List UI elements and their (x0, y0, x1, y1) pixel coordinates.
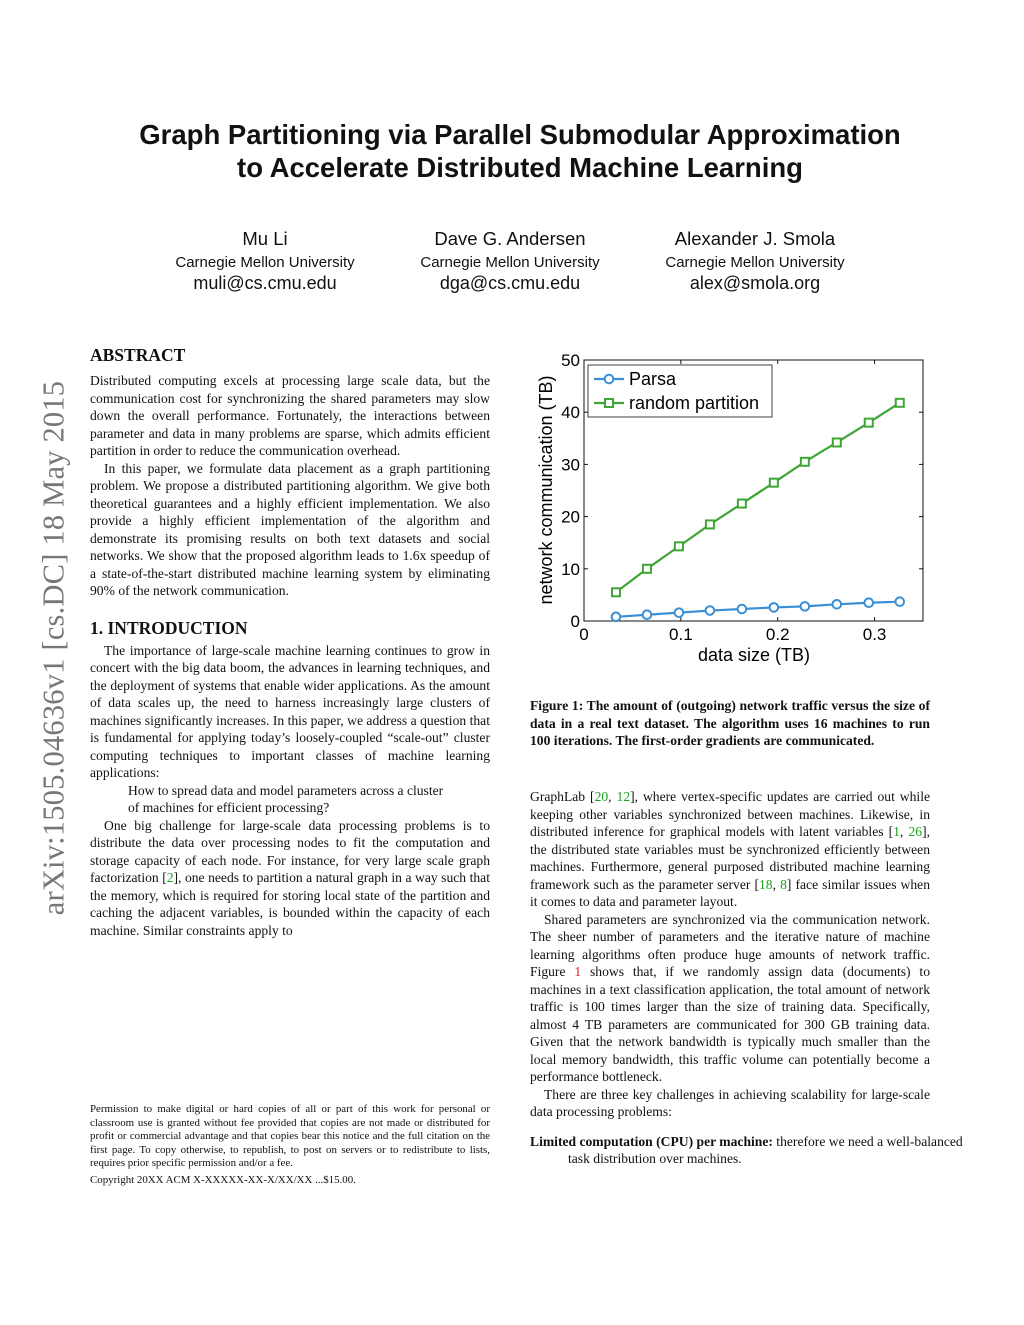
citation-link[interactable]: 2 (166, 870, 174, 885)
abstract-paragraph-1: Distributed computing excels at processing large scale data, but the communication cost for synchronizing the shared parameters may slow down the overall performance. Fortunately, the interactions between parameter and data in many problems are sparse, which admits efficient partition in order to reduce the communication overhead. (90, 373, 490, 458)
data-point (612, 613, 621, 622)
figure-1-caption: Figure 1: The amount of (outgoing) network traffic versus the size of data in a real text dataset. The algorithm uses 16 machines to run 100 iterations. The first-order gradients are communicated. (530, 698, 930, 748)
data-point (833, 438, 841, 446)
chart-y-axis-label: network communication (TB) (536, 375, 556, 605)
author-affiliation: Carnegie Mellon University (420, 254, 600, 271)
text-run: ], the distributed state variables must be synchronized efficiently between machines. Furthermore, general purposed distributed machine learning framework such as the parameter server [ (530, 824, 930, 892)
challenge-label: Limited computation (CPU) per machine: (530, 1133, 773, 1149)
abstract-heading: ABSTRACT (90, 345, 186, 365)
permission-notice (90, 1103, 490, 1188)
citation-link[interactable]: 20 (594, 789, 609, 804)
x-tick-label: 0.1 (669, 625, 693, 644)
permission-text: Permission to make digital or hard copies of all or part of this work for personal or classroom use is granted without fee provided that copies are not made or distributed for profit or commercial advantage and that copies bear this notice and the full citation on the first page. To copy otherwise, to republish, to post on servers or to redistribute to lists, requires prior specific permission and/or a fee. (90, 1103, 490, 1170)
left-column (90, 344, 490, 939)
data-point (706, 606, 715, 615)
text-run: Shared parameters are synchronized via the communication network. The sheer number of parameters and the iterative nature of machine learning algorithms often produce huge amounts of network traffic. Figure (530, 911, 930, 979)
data-point (643, 610, 652, 619)
y-tick-label: 20 (561, 507, 580, 527)
citation-link[interactable]: 26 (908, 824, 923, 839)
series-line (616, 602, 900, 617)
intro-paragraph-2 (90, 817, 490, 940)
citation-link[interactable]: 1 (893, 824, 900, 839)
series-random-partition (612, 399, 904, 596)
series-parsa (612, 597, 904, 621)
title-line-1: Graph Partitioning via Parallel Submodular Approximation (139, 119, 901, 150)
copyright-line: Copyright 20XX ACM X-XXXXX-XX-X/XX/XX ...$15.00. (90, 1173, 356, 1186)
intro-heading: 1. INTRODUCTION (90, 617, 248, 638)
x-tick-label: 0.3 (862, 625, 887, 644)
author-name: Dave G. Andersen (434, 228, 586, 249)
data-point (801, 458, 809, 466)
text-run: One big challenge for large-scale data processing problems is to distribute the data over processing nodes to fit the computation and storage capacity of each node. For instance, for very large scale graph factorization [ (90, 817, 490, 885)
y-tick-label: 0 (570, 612, 580, 631)
series-line (616, 403, 900, 592)
data-point (738, 605, 747, 614)
challenge-item-1 (530, 1133, 986, 1168)
intro-question: How to spread data and model parameters across a cluster of machines for efficient processing? (128, 782, 444, 815)
legend-label: Parsa (629, 369, 677, 389)
author-name: Mu Li (242, 228, 288, 249)
arxiv-side-stamp (34, 348, 74, 948)
data-point (605, 399, 613, 407)
author-name: Alexander J. Smola (674, 228, 836, 249)
figure-link[interactable]: 1 (574, 964, 582, 979)
y-tick-label: 30 (561, 455, 580, 475)
author-email: alex@smola.org (689, 273, 821, 293)
data-point (770, 603, 779, 612)
x-tick-label: 0.2 (765, 625, 790, 644)
chart-x-axis-label: data size (TB) (697, 645, 811, 665)
text-run: shows that, if we randomly assign data (documents) to machines in a text classification application, the total amount of network traffic is 100 times larger than the size of training data. Specifically, almost 4 TB parameters are communicated for 300 GB training data. Given that the network bandwidth is typically much smaller than the local memory bandwidth, this traffic volume can potentially become a performance bottleneck. (530, 964, 931, 1084)
text-run: , (608, 789, 617, 804)
arxiv-id: arXiv:1505.04636v1 [cs.DC] 18 May 2015 (36, 380, 71, 916)
y-tick-label: 40 (561, 403, 580, 423)
citation-link[interactable]: 18 (759, 876, 773, 892)
intro-paragraph-1: The importance of large-scale machine learning continues to grow in concert with the big data boom, the advances in learning techniques, and the deployment of systems that enable wider applications. As the amount of data scales up, the need to harness increasingly large clusters of machines significantly increases. In this paper, we address a question that is fundamental for applying today’s loosely-coupled “scale-out” cluster computing techniques to important classes of machine learning applications: (90, 642, 490, 780)
right-column (530, 788, 963, 1168)
data-point (738, 500, 746, 508)
text-run: , (772, 876, 781, 892)
citation-link[interactable]: 12 (616, 789, 631, 804)
data-point (706, 520, 714, 528)
right-paragraph-3: There are three key challenges in achieving scalability for large-scale data processing problems: (530, 1086, 930, 1119)
text-run: , (899, 824, 909, 839)
right-paragraph-1 (530, 788, 930, 911)
data-point (675, 608, 684, 617)
author-affiliation: Carnegie Mellon University (665, 254, 845, 271)
figure-1-chart (520, 340, 960, 670)
data-point (643, 565, 651, 573)
text-run: ] face similar issues when it comes to data and parameter layout. (530, 876, 930, 909)
author-email: muli@cs.cmu.edu (193, 273, 337, 293)
data-point (675, 542, 683, 550)
data-point (865, 419, 873, 427)
text-run: GraphLab [ (530, 789, 595, 804)
right-paragraph-2 (530, 911, 930, 1086)
abstract-paragraph-2: In this paper, we formulate data placement as a graph partitioning problem. We propose a distributed partitioning algorithm. We give both theoretical guarantees and a highly efficient implementation. We also provide a highly efficient implementation of the algorithm and demonstrate its promising results on both text datasets and social networks. We show that the proposed algorithm leads to 1.6x speedup of a state-of-the-start distributed machine learning system by eliminating 90% of the network communication. (90, 460, 490, 598)
citation-link[interactable]: 8 (780, 876, 787, 892)
data-point (801, 602, 810, 611)
y-tick-label: 10 (561, 559, 580, 579)
data-point (895, 597, 904, 606)
data-point (896, 399, 904, 407)
title-line-2: to Accelerate Distributed Machine Learning (237, 152, 803, 183)
author-block-1 (145, 227, 385, 294)
text-run: ], where vertex-specific updates are carried out while keeping other variables synchronized between machines. Likewise, in distributed inference for graphical models with latent variables [ (530, 789, 931, 839)
x-tick-label: 0 (579, 625, 589, 644)
author-block-2 (390, 227, 630, 294)
data-point (605, 375, 614, 384)
data-point (864, 598, 873, 607)
challenge-text: therefore we need a well-balanced task distribution over machines. (568, 1133, 963, 1166)
paper-title (60, 118, 980, 184)
data-point (612, 588, 620, 596)
text-run: ], one needs to partition a natural graph in a way such that the memory, which is required for storing local state of the partition and caching the adjacent variables, is bounded within the capacity of each machine. Similar constraints apply to (90, 870, 490, 938)
data-point (832, 600, 841, 609)
author-block-3 (635, 227, 875, 294)
data-point (770, 479, 778, 487)
author-affiliation: Carnegie Mellon University (175, 254, 355, 271)
author-email: dga@cs.cmu.edu (439, 273, 581, 293)
y-tick-label: 50 (561, 351, 580, 370)
chart-legend (588, 365, 772, 417)
chart-series (612, 399, 904, 621)
legend-label: random partition (629, 393, 760, 413)
